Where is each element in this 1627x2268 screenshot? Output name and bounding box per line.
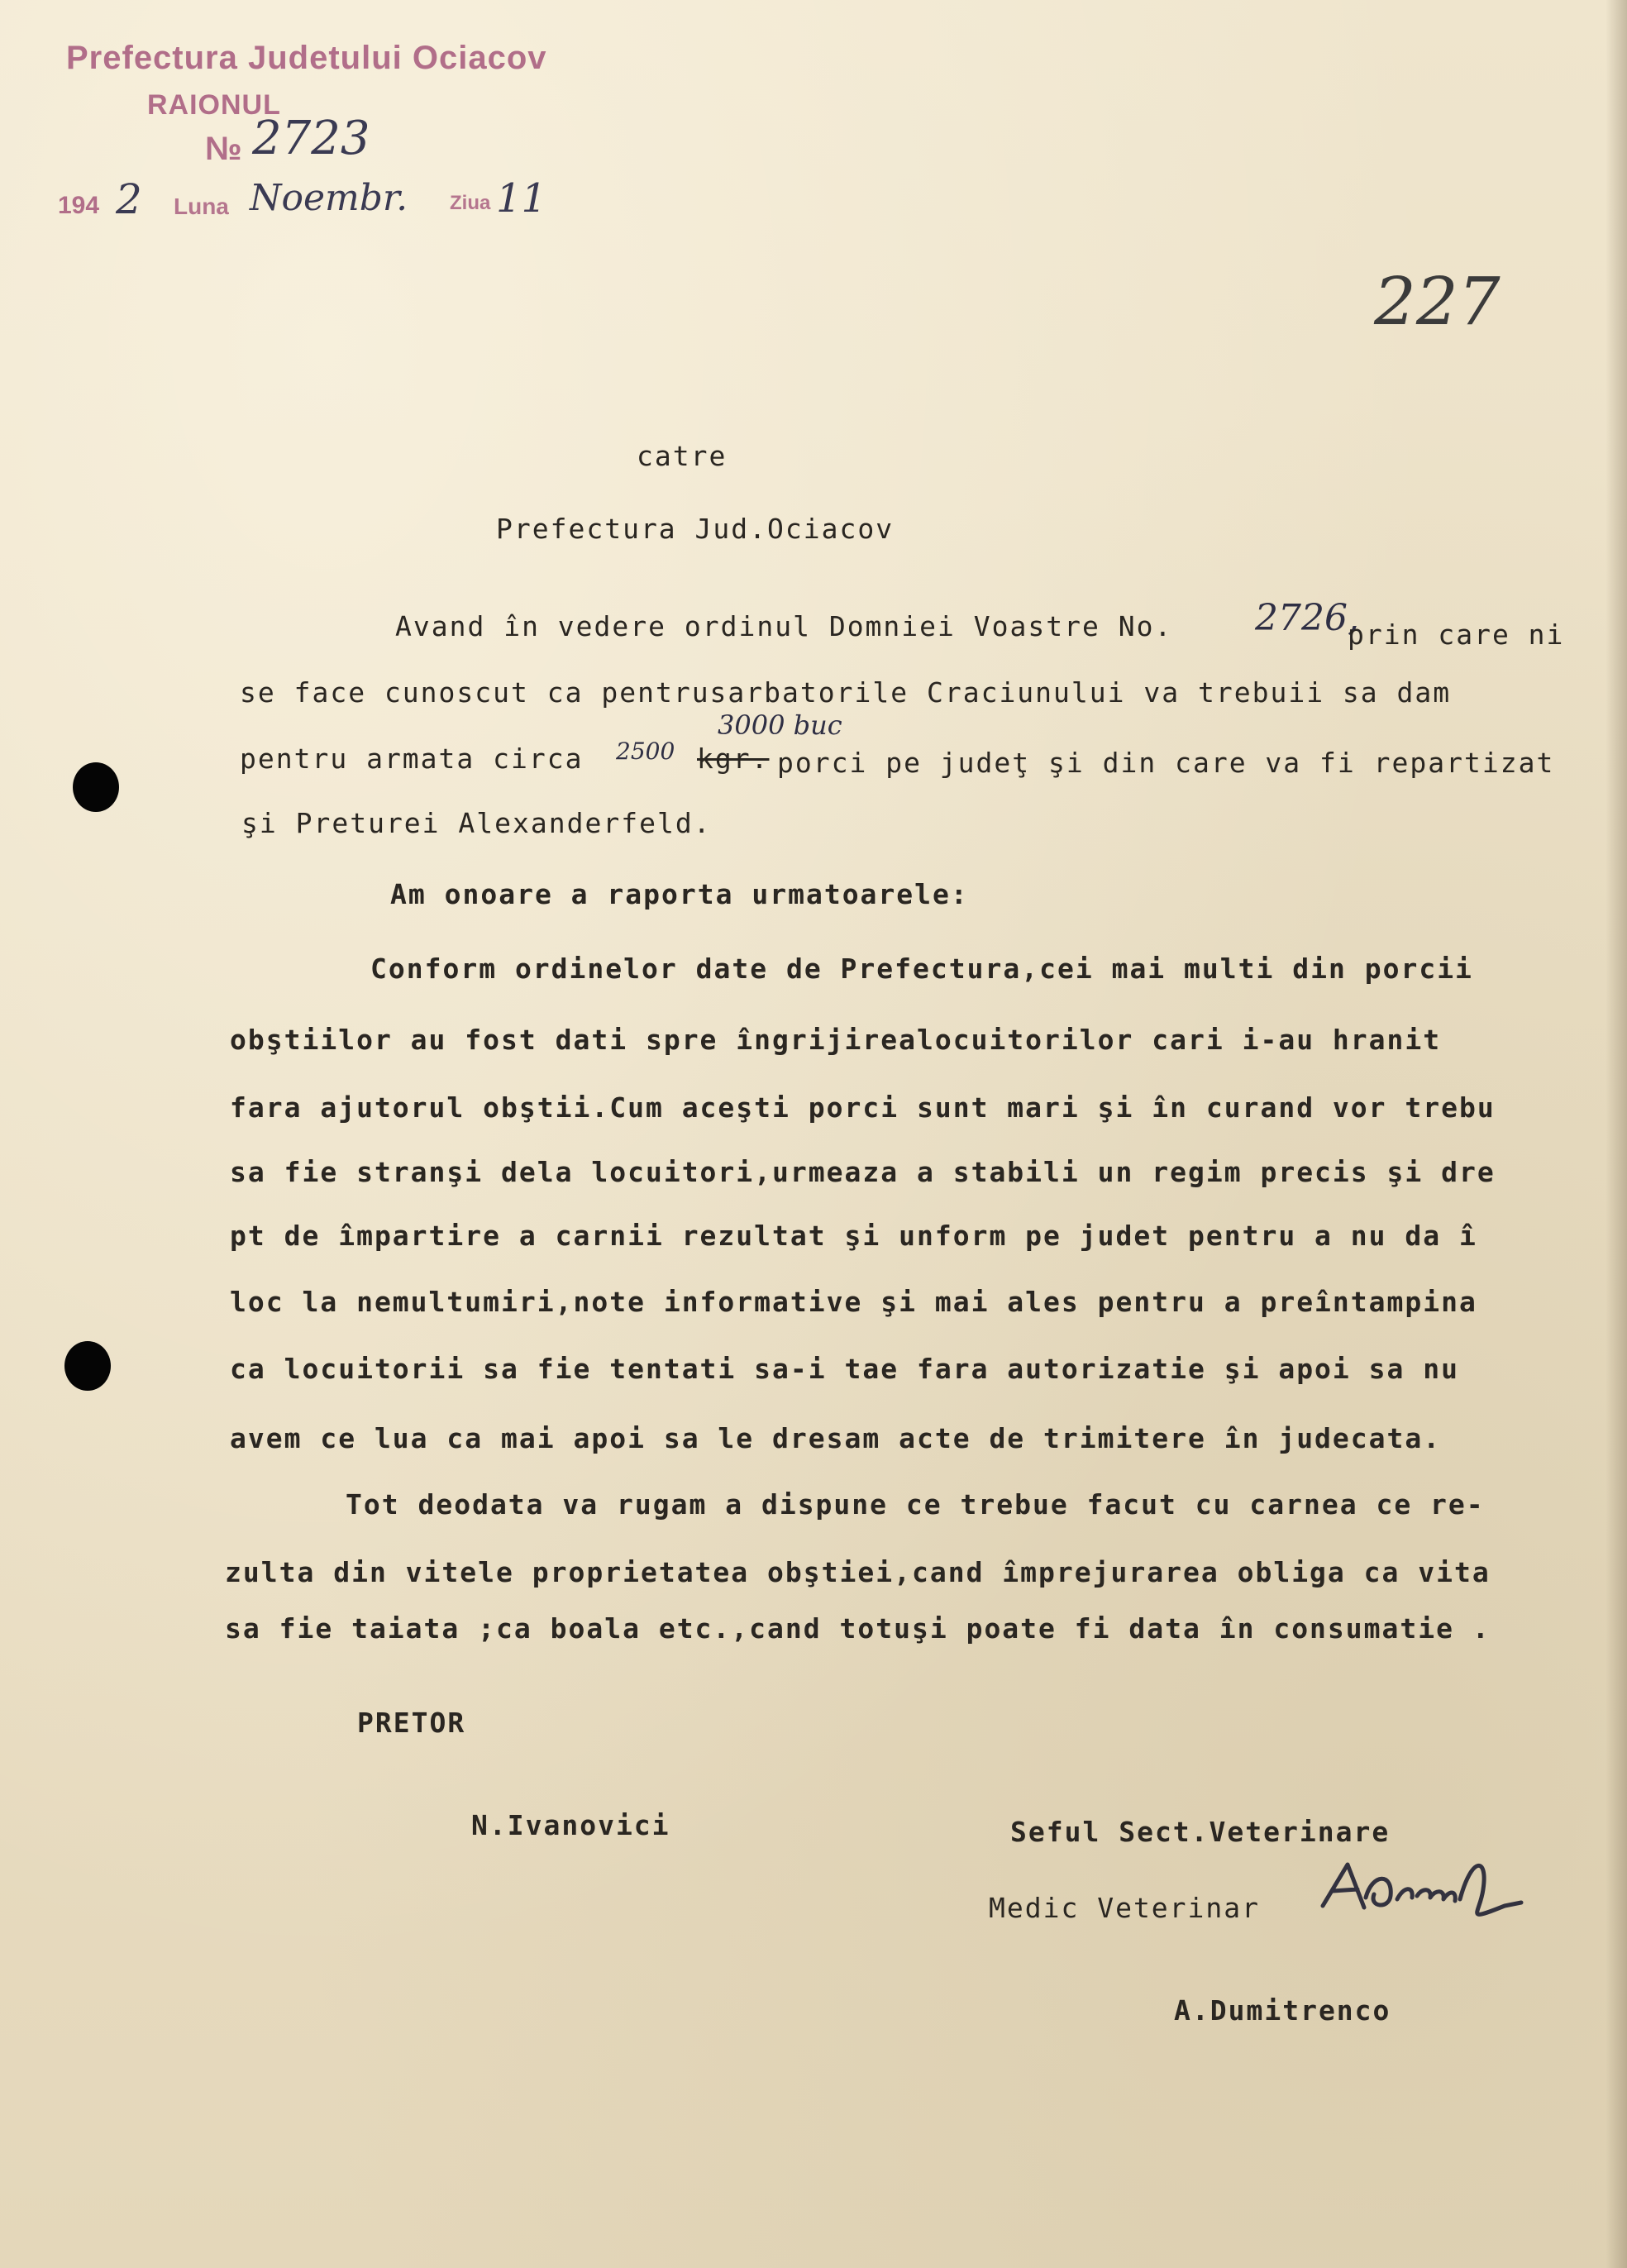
body-line: obştiilor au fost dati spre îngrijirealocuitorilor cari i-au hranit (230, 1024, 1442, 1056)
body-line: sa fie stranşi dela locuitori,urmeaza a stabili un regim precis şi dre (230, 1156, 1496, 1188)
punch-hole-top (73, 762, 119, 812)
report-intro: Am onoare a raporta urmatoarele: (390, 878, 969, 910)
struck-unit: kgr. (697, 742, 770, 775)
punch-hole-bottom (64, 1341, 111, 1391)
pretor-name: N.Ivanovici (471, 1809, 670, 1841)
body-line: prin care ni (1348, 618, 1565, 651)
body-line: pentru armata circa (240, 742, 584, 775)
stamp-number-handwritten: 2723 (252, 112, 370, 165)
stamp-year-handwritten: 2 (116, 175, 142, 223)
vet-doctor-name: A.Dumitrenco (1174, 1994, 1391, 2027)
stamp-number-label: № (205, 131, 242, 167)
body-line: avem ce lua ca mai apoi sa le dresam acte de trimitere în judecata. (230, 1422, 1442, 1454)
body-line: Tot deodata va rugam a dispune ce trebue facut cu carnea ce re- (346, 1488, 1485, 1521)
vet-section-head-title: Seful Sect.Veterinare (1010, 1816, 1391, 1848)
pretor-title: PRETOR (357, 1707, 466, 1739)
body-line: pt de împartire a carnii rezultat şi unform pe judet pentru a nu da î (230, 1220, 1477, 1252)
stamp-office: Prefectura Judetului Ociacov (66, 40, 547, 76)
body-line: şi Preturei Alexanderfeld. (241, 807, 712, 839)
body-line: loc la nemultumiri,note informative şi mai ales pentru a preîntampina (230, 1286, 1477, 1318)
body-line: porci pe judeţ şi din care va fi repartizat (777, 747, 1555, 779)
stamp-month-label: Luna (174, 193, 229, 219)
addressee-office: Prefectura Jud.Ociacov (496, 513, 895, 545)
handwritten-signature (1314, 1848, 1563, 1939)
folio-number: 227 (1374, 263, 1501, 340)
addressee-to: catre (637, 440, 728, 472)
body-line: zulta din vitele proprietatea obştiei,cand împrejurarea obliga ca vita (225, 1556, 1491, 1588)
body-line: Conform ordinelor date de Prefectura,cei mai multi din porcii (370, 953, 1473, 985)
vet-doctor-title: Medic Veterinar (989, 1892, 1261, 1924)
handwritten-quantity-original: 2500 (616, 738, 675, 765)
handwritten-quantity-correction: 3000 buc (718, 709, 842, 741)
stamp-day-handwritten: 11 (496, 175, 547, 222)
stamp-raion: RAIONUL (147, 89, 281, 121)
body-line: sa fie taiata ;ca boala etc.,cand totuşi poate fi data în consumatie . (225, 1612, 1491, 1645)
body-line: fara ajutorul obştii.Cum aceşti porci sunt mari şi în curand vor trebu (230, 1091, 1496, 1124)
stamp-month-handwritten: Noembr. (250, 177, 408, 219)
body-line: Avand în vedere ordinul Domniei Voastre No. (395, 610, 1173, 642)
stamp-day-label: Ziua (450, 192, 491, 214)
body-line: se face cunoscut ca pentrusarbatorile Craciunului va trebuii sa dam (240, 676, 1452, 709)
body-line: ca locuitorii sa fie tentati sa-i tae fara autorizatie şi apoi sa nu (230, 1353, 1460, 1385)
stamp-year-prefix: 194 (58, 192, 100, 219)
handwritten-order-number: 2726, (1255, 597, 1359, 639)
